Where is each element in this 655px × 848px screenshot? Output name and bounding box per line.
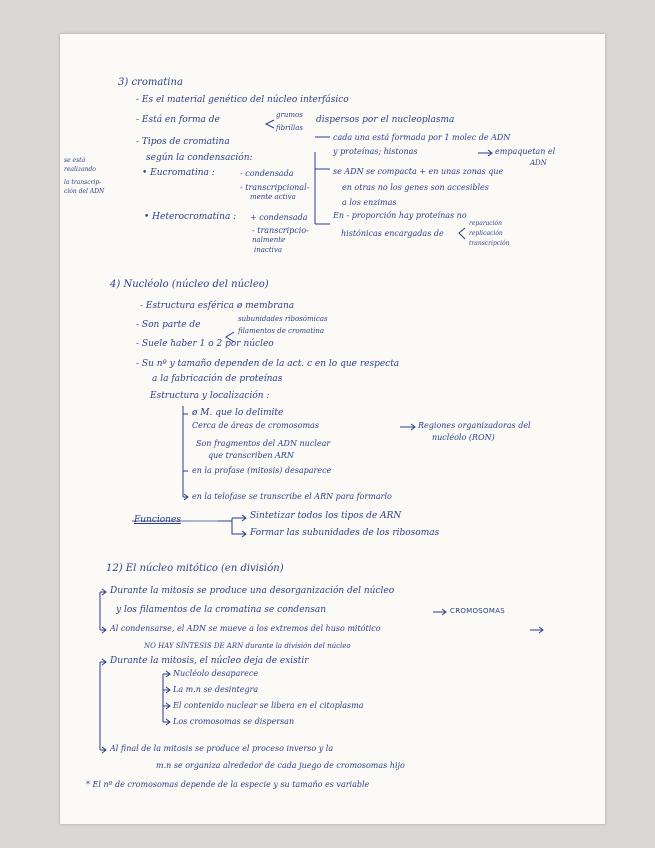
- note-line: mente activa: [250, 193, 296, 201]
- note-line: filamentos de cromatina: [238, 327, 325, 335]
- footnote: * El nº de cromosomas depende de la especie y su tamaño es variable: [86, 780, 370, 789]
- section-heading-nucleo-mitotico: 12) El núcleo mitótico (en división): [106, 563, 284, 574]
- note-line: - Está en forma de: [136, 115, 220, 125]
- note-line: - transcripcio-: [252, 226, 309, 235]
- note-line: en la telofase se transcribe el ARN para formarlo: [192, 492, 392, 501]
- note-line: dispersos por el nucleoplasma: [316, 115, 455, 125]
- note-line: fibrillas: [276, 124, 303, 132]
- section-heading-cromatina: 3) cromatina: [118, 77, 183, 88]
- note-line: • Heterocromatina :: [144, 212, 237, 222]
- note-line: Durante la mitosis, el núcleo deja de existir: [110, 656, 309, 666]
- note-line: y proteínas; histonas: [333, 147, 418, 156]
- note-line: Formar las subunidades de los ribosomas: [250, 528, 440, 538]
- note-line: Los cromosomas se dispersan: [173, 717, 295, 726]
- note-line: replicación: [469, 230, 503, 237]
- note-line: en otras no los genes son accesibles: [342, 183, 489, 192]
- note-line: Durante la mitosis se produce una desorganización del núcleo: [110, 586, 395, 596]
- note-line: Cerca de áreas de cromosomas: [192, 421, 319, 430]
- note-line: Regiones organizadoras del: [418, 421, 531, 430]
- note-line: a los enzimas: [342, 198, 397, 207]
- note-line: CROMOSOMAS: [450, 607, 506, 615]
- note-line: - Son parte de: [136, 320, 201, 330]
- note-line: nucléolo (RON): [432, 433, 495, 442]
- note-line: - condensada: [240, 169, 294, 178]
- note-line: Al condensarse, el ADN se mueve a los extremos del huso mitótico: [110, 624, 381, 633]
- note-line: El contenido nuclear se libera en el citoplasma: [173, 701, 364, 710]
- notebook-page: [60, 34, 605, 824]
- margin-note: la transcrip-: [64, 179, 102, 186]
- note-line: Sintetizar todos los tipos de ARN: [250, 511, 402, 521]
- note-line: Nucléolo desaparece: [173, 669, 259, 678]
- note-line: transcripción: [469, 240, 510, 247]
- note-line: + condensada: [250, 213, 308, 222]
- note-line: En - proporción hay proteínas no: [333, 211, 467, 220]
- note-line: • Eucromatina :: [142, 168, 215, 178]
- note-line: según la condensación:: [146, 153, 253, 163]
- note-line: ø M. que lo delimite: [192, 408, 284, 418]
- note-line: empaquetan el: [495, 147, 556, 156]
- note-line: cada una está formada por 1 molec de ADN: [333, 133, 511, 142]
- note-line: grumos: [276, 111, 303, 119]
- note-line: - Su nº y tamaño dependen de la act. c en lo que respecta: [136, 359, 400, 369]
- note-line: m.n se organiza alrededor de cada juego de cromosomas hijo: [156, 761, 405, 770]
- note-line: NO HAY SÍNTESIS DE ARN durante la división del núcleo: [144, 642, 351, 650]
- note-line: y los filamentos de la cromatina se condensan: [116, 605, 327, 615]
- note-line: en la profase (mitosis) desaparece: [192, 466, 332, 475]
- note-line: - Estructura esférica ø membrana: [140, 301, 295, 311]
- note-line: Estructura y localización :: [150, 391, 270, 401]
- note-line: reparación: [469, 220, 503, 227]
- note-line: histónicas encargadas de: [341, 229, 444, 238]
- note-line: subunidades ribosómicas: [238, 315, 328, 323]
- note-line: - Tipos de cromatina: [136, 137, 230, 147]
- functions-label: Funciones: [134, 515, 181, 525]
- note-line: - Suele haber 1 o 2 por núcleo: [136, 339, 274, 349]
- note-line: Al final de la mitosis se produce el proceso inverso y la: [110, 744, 334, 753]
- margin-note: se está: [64, 157, 86, 164]
- note-line: que transcriben ARN: [208, 451, 294, 460]
- note-line: Son fragmentos del ADN nuclear: [196, 439, 331, 448]
- note-line: - transcripcional-: [240, 183, 310, 192]
- note-line: nalmente: [252, 236, 286, 244]
- note-line: ADN: [530, 159, 547, 167]
- margin-note: ción del ADN: [64, 188, 105, 195]
- note-line: inactiva: [254, 246, 283, 254]
- section-heading-nucleolo: 4) Nucléolo (núcleo del núcleo): [110, 279, 269, 290]
- note-line: a la fabricación de proteínas: [152, 374, 283, 384]
- note-line: La m.n se desintegra: [173, 685, 259, 694]
- note-line: - Es el material genético del núcleo interfásico: [136, 95, 349, 105]
- note-line: se ADN se compacta + en unas zonas que: [333, 167, 504, 176]
- margin-note: realizando: [64, 166, 96, 173]
